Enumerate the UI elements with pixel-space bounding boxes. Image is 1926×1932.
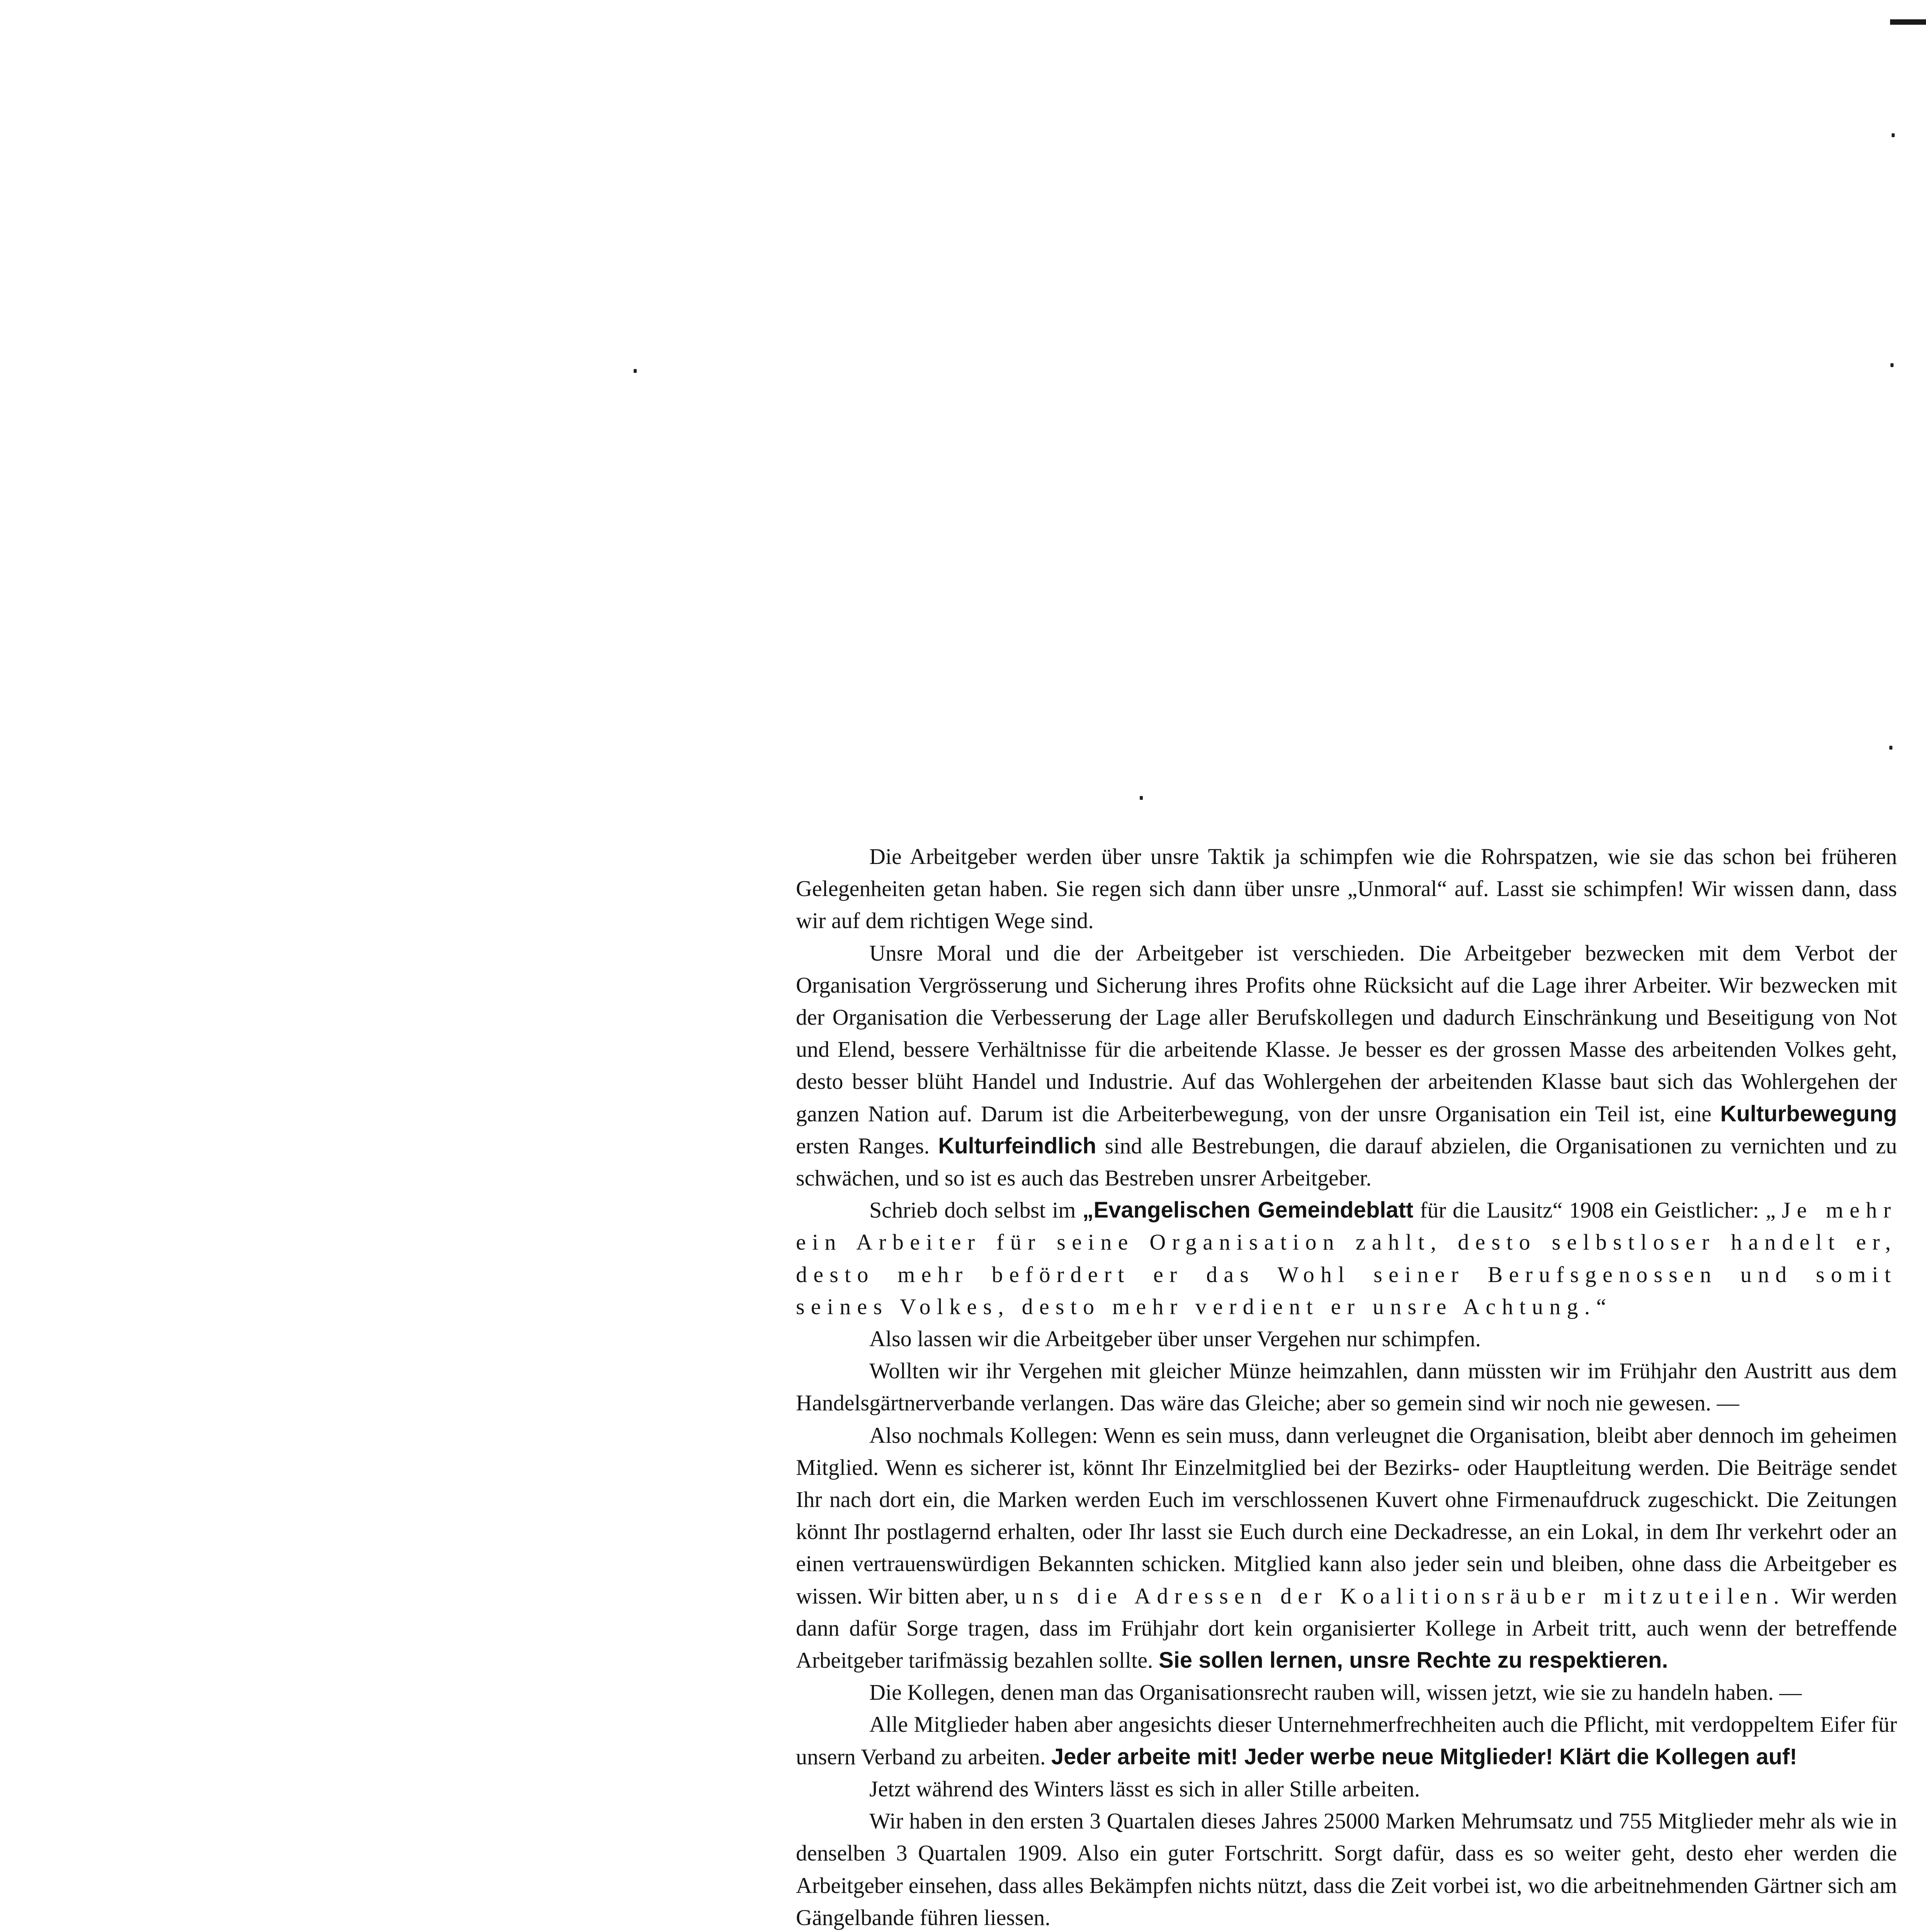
text-run: Unsre Moral und die der Arbeitgeber ist verschieden. Die Arbeitgeber bezwecken mit dem Verbot der Organisation Vergrösserung und Sicherung ihres Profits ohne Rücksicht auf die Lage ihrer Arbeiter. Wir bezwecken mit der Organisation die Verbesserung der Lage aller Berufskollegen und dadurch Einschränkung und Beseitigung von Not und Elend, bessere Verhältnisse für die arbeitende Klasse. Je besser es der grossen Masse des arbeitenden Volkes geht, desto besser blüht Handel und Industrie. Auf das Wohlergehen der arbeitenden Klasse baut sich das Wohlergehen der ganzen Nation auf. Darum ist die Arbeiterbewegung, von der unsre Organisation ein Teil ist, eine: [796, 940, 1897, 1126]
spaced-emphasis: uns die Adressen der Koalitionsräuber mitzuteilen.: [1015, 1583, 1785, 1609]
text-run: Die Kollegen, denen man das Organisationsrecht rauben will, wissen jetzt, wie sie zu handeln haben. —: [869, 1680, 1802, 1705]
text-run: Die Arbeitgeber werden über unsre Taktik ja schimpfen wie die Rohrspatzen, wie sie das schon bei früheren Gelegenheiten getan haben. Sie regen sich dann über unsre „Unmoral“ auf. Lasst sie schimpfen! Wir wissen dann, dass wir auf dem richtigen Wege sind.: [796, 844, 1897, 934]
print-speck: [1890, 363, 1894, 367]
text-run: sind alle Bestrebungen, die darauf abzielen, die Organisationen zu vernichten und zu schwächen, und so ist es auch das Bestreben unsrer Arbeitgeber.: [796, 1133, 1897, 1191]
bold-emphasis: Sie sollen lernen, unsre Rechte zu respektieren.: [1158, 1648, 1668, 1673]
body-paragraph: [796, 1419, 1897, 1677]
text-run: ersten Ranges.: [796, 1133, 938, 1158]
body-paragraph: [796, 1323, 1897, 1355]
body-paragraph: [796, 1708, 1897, 1772]
text-run: Alle Mitglieder haben aber angesichts dieser Unternehmerfrechheiten auch die Pflicht, mit verdoppeltem Eifer für unsern Verband zu arbeiten.: [796, 1712, 1897, 1769]
text-run: für die Lausitz“ 1908 ein Geistlicher:: [1413, 1197, 1766, 1223]
text-run: Wir werden dann dafür Sorge tragen, dass im Frühjahr dort kein organisierter Kollege in Arbeit tritt, auch wenn der betreffende Arbeitgeber tarifmässig bezahlen sollte.: [796, 1583, 1897, 1673]
text-run: Schrieb doch selbst im: [869, 1197, 1083, 1223]
bold-emphasis: „Evangelischen Gemeindeblatt: [1082, 1197, 1414, 1223]
text-run: Also nochmals Kollegen: Wenn es sein muss, dann verleugnet die Organisation, bleibt aber dennoch im geheimen Mitglied. Wenn es sicherer ist, könnt Ihr Einzelmitglied bei der Bezirks- oder Hauptleitung werden. Die Beiträge sendet Ihr nach dort ein, die Marken werden Euch im verschlossenen Kuvert ohne Firmenaufdruck zugeschickt. Die Zeitungen könnt Ihr postlagernd erhalten, oder Ihr lasst sie Euch durch eine Deckadresse, an ein Lokal, in dem Ihr verkehrt oder an einen vertrauenswürdigen Bekannten schicken. Mitglied kann also jeder sein und bleiben, ohne dass die Arbeitgeber es wissen. Wir bitten aber,: [796, 1422, 1897, 1609]
text-run: Wir haben in den ersten 3 Quartalen dieses Jahres 25000 Marken Mehrumsatz und 755 Mitglieder mehr als wie in denselben 3 Quartalen 1909. Also ein guter Fortschritt. Sorgt dafür, dass es so weiter geht, desto eher werden die Arbeitgeber einsehen, dass alles Bekämpfen nichts nützt, dass die Zeit vorbei ist, wo die arbeitnehmenden Gärtner sich am Gängelbande führen liessen.: [796, 1808, 1897, 1930]
bold-emphasis: Kulturfeindlich: [938, 1133, 1096, 1158]
print-speck: [1892, 133, 1895, 137]
bold-emphasis: Jeder arbeite mit! Jeder werbe neue Mitglieder! Klärt die Kollegen auf!: [1051, 1744, 1797, 1769]
body-paragraph: [796, 1805, 1897, 1932]
top-edge-rule: [1890, 19, 1926, 25]
letter-body: [796, 840, 1897, 1932]
body-paragraph: [796, 1773, 1897, 1805]
body-paragraph: [796, 840, 1897, 937]
print-speck: [1889, 746, 1892, 750]
print-speck: [634, 369, 637, 373]
text-run: Wollten wir ihr Vergehen mit gleicher Münze heimzahlen, dann müssten wir im Frühjahr den Austritt aus dem Handelsgärtnerverbande verlangen. Das wäre das Gleiche; aber so gemein sind wir noch nie gewesen. —: [796, 1358, 1897, 1416]
body-paragraph: [796, 1194, 1897, 1323]
text-run: Also lassen wir die Arbeitgeber über unser Vergehen nur schimpfen.: [869, 1326, 1481, 1352]
print-speck: [1140, 796, 1143, 800]
body-paragraph: [796, 1676, 1897, 1708]
spaced-emphasis: „Je mehr ein Arbeiter für seine Organisation zahlt, desto selbstloser handelt er, desto mehr befördert er das Wohl seiner Berufsgenossen und somit seines Volkes, desto mehr verdient er unsre Achtung.“: [796, 1197, 1897, 1319]
text-run: Jetzt während des Winters lässt es sich in aller Stille arbeiten.: [869, 1776, 1420, 1801]
bold-emphasis: Kulturbewegung: [1720, 1101, 1897, 1126]
body-paragraph: [796, 1355, 1897, 1419]
body-paragraph: [796, 937, 1897, 1194]
